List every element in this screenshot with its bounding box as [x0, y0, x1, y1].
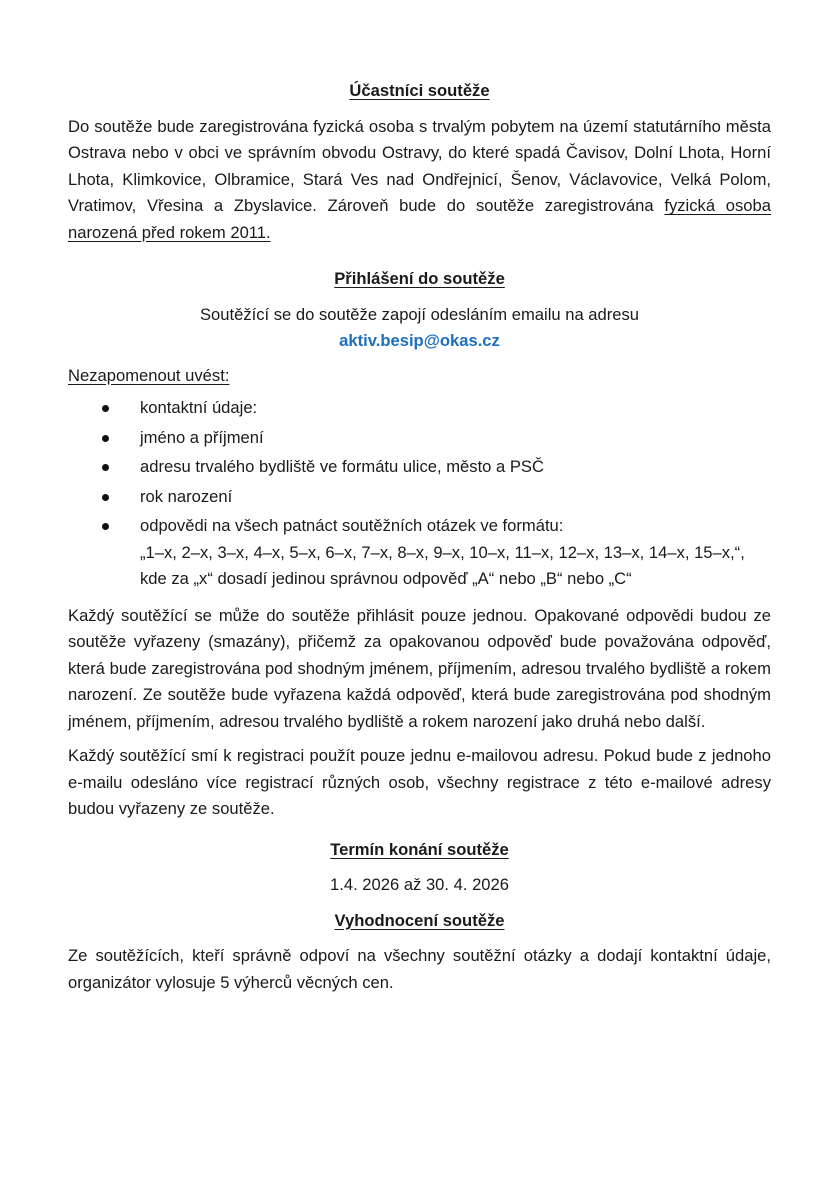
- document-page: [68, 78, 771, 1004]
- email-rule-paragraph: Každý soutěžící smí k registraci použít pouze jednu e-mailovou adresu. Pokud bude z jednoho e-mailu odesláno více registrací různých osob, všechny registrace z této e-mailové adresy budou vyřazeny ze soutěže.: [68, 746, 771, 818]
- registration-email-link[interactable]: aktiv.besip@okas.cz: [339, 331, 500, 350]
- list-item: jméno a příjmení: [68, 425, 771, 452]
- bullet-icon: [102, 494, 109, 501]
- participants-paragraph: [68, 114, 771, 247]
- reminder-label: Nezapomenout uvést:: [68, 365, 230, 385]
- list-item: rok narození: [68, 484, 771, 511]
- bullet-icon: [102, 464, 109, 471]
- evaluation-paragraph: Ze soutěžících, kteří správně odpoví na všechny soutěžní otázky a dodají kontaktní údaje, organizátor vylosuje 5 výherců věcných cen.: [68, 946, 771, 992]
- heading-participants: Účastníci soutěže: [349, 81, 490, 100]
- participants-age-condition: fyzická osoba narozená před rokem 2011.: [68, 196, 771, 242]
- bullet-icon: [102, 523, 109, 530]
- heading-term: Termín konání soutěže: [330, 839, 509, 859]
- answers-format-line2: „1–x, 2–x, 3–x, 4–x, 5–x, 6–x, 7–x, 8–x, 9–x, 10–x, 11–x, 12–x, 13–x, 14–x, 15–x,“, kde za „x“ dosadí jedinou správnou odpověď „A“ nebo „B“ nebo „C“: [140, 542, 745, 588]
- required-info-list: [68, 395, 771, 593]
- duplicates-paragraph: Každý soutěžící se může do soutěže přihlásit pouze jednou. Opakované odpovědi budou ze soutěže vyřazeny (smazány), přičemž za opakovanou odpověď bude považována odpověď, která bude zaregistrována pod shodným jménem, příjmením, adresou trvalého bydliště a rokem narození. Ze soutěže bude vyřazena každá odpověď, která bude zaregistrována pod shodným jménem, příjmením, adresou trvalého bydliště a rokem narození jako druhá nebo další.: [68, 605, 771, 731]
- answers-format-line1: odpovědi na všech patnáct soutěžních otázek ve formátu:: [140, 516, 564, 535]
- heading-registration: Přihlášení do soutěže: [334, 269, 505, 288]
- list-item: adresu trvalého bydliště ve formátu ulice, město a PSČ: [68, 454, 771, 481]
- participants-text: Do soutěže bude zaregistrována fyzická osoba s trvalým pobytem na území statutárního města Ostrava nebo v obci ve správním obvodu Ostravy, do které spadá Čavisov, Dolní Lhota, Horní Lhota, Klimkovice, Olbramice, Stará Ves nad Ondřejnicí, Šenov, Václavovice, Velká Polom, Vratimov, Vřesina a Zbyslavice. Zároveň bude do soutěže zaregistrována: [68, 116, 771, 215]
- term-dates: 1.4. 2026 až 30. 4. 2026: [330, 875, 509, 894]
- list-item: [68, 513, 771, 593]
- list-item: kontaktní údaje:: [68, 395, 771, 422]
- bullet-icon: [102, 405, 109, 412]
- heading-evaluation: Vyhodnocení soutěže: [334, 910, 505, 930]
- bullet-icon: [102, 435, 109, 442]
- registration-intro: Soutěžící se do soutěže zapojí odesláním emailu na adresu: [199, 304, 640, 324]
